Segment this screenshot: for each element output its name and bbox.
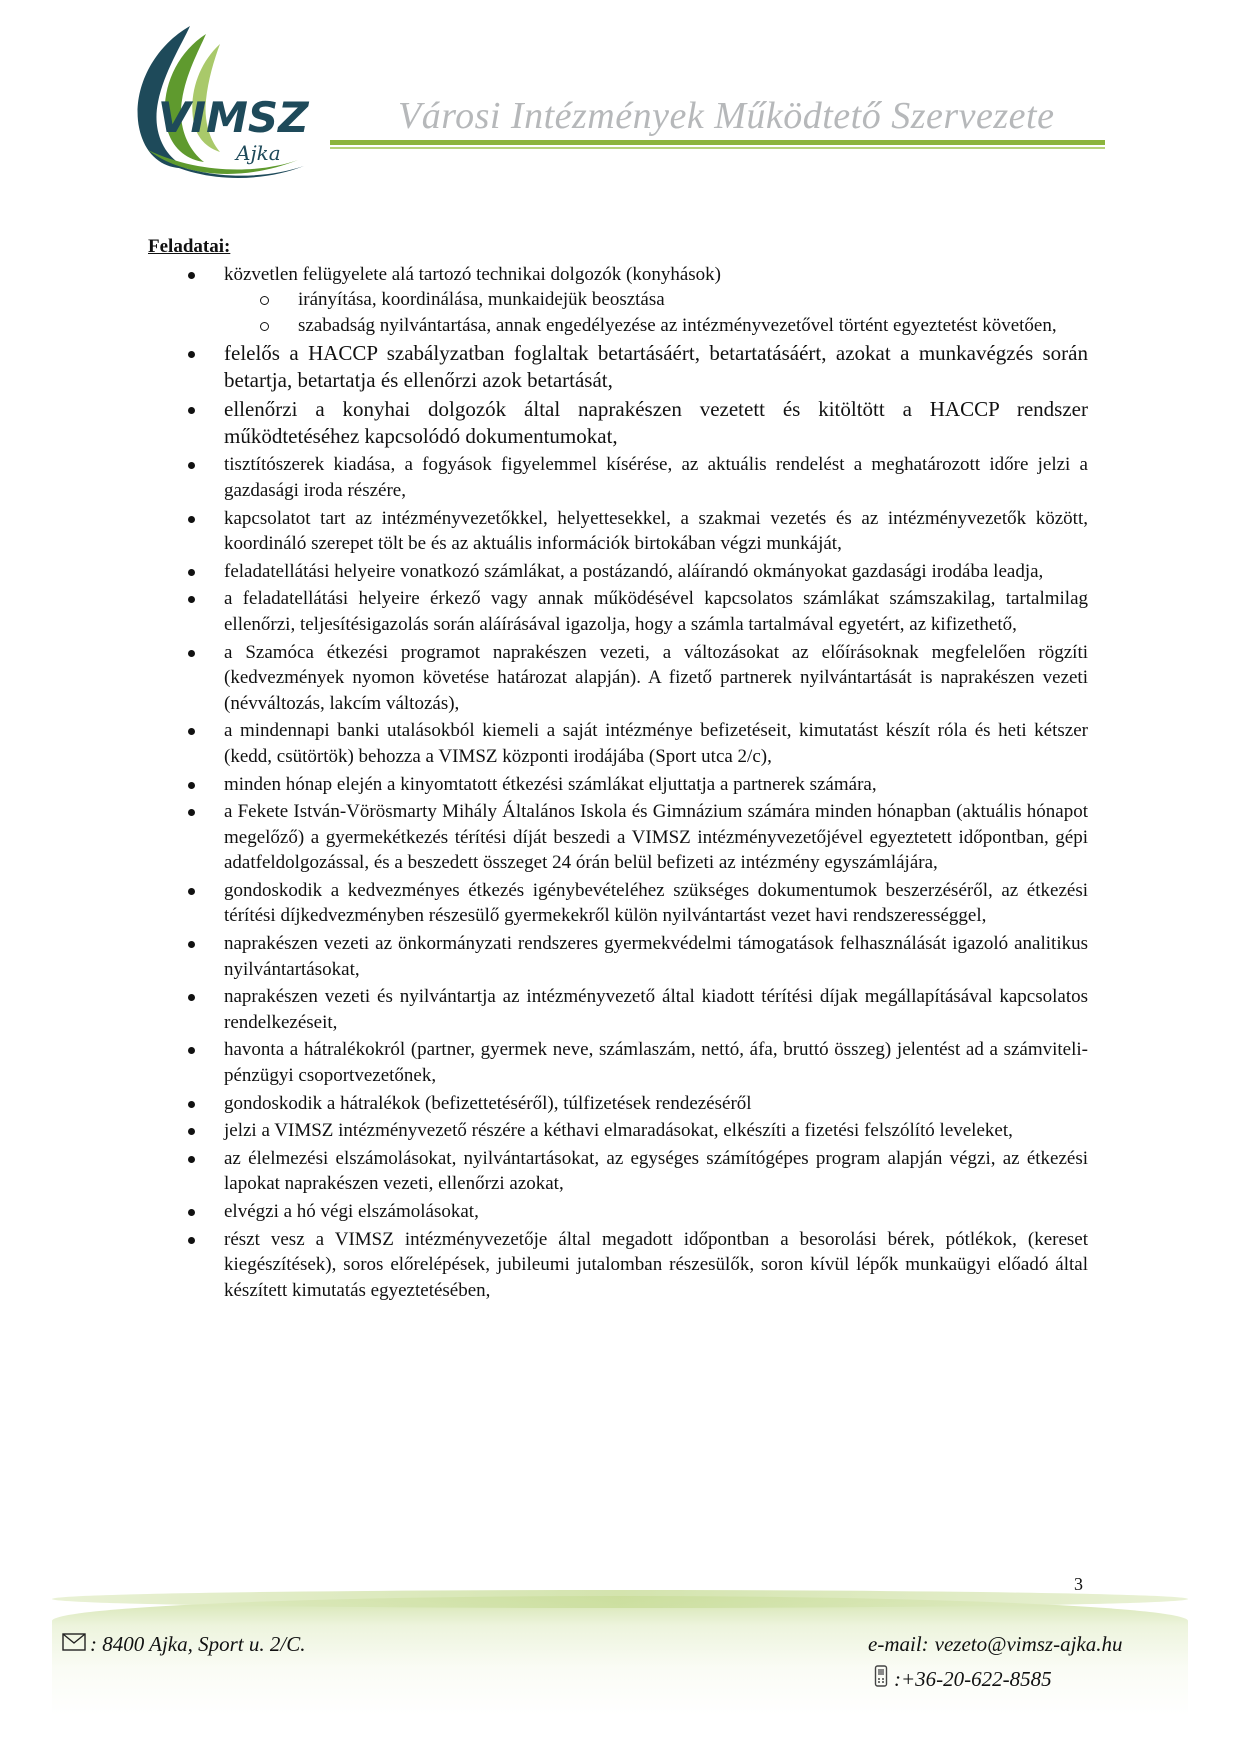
bullet-icon — [188, 407, 195, 414]
bullet-icon — [188, 1209, 195, 1216]
list-item: tisztítószerek kiadása, a fogyások figyelemmel kísérése, az aktuális rendelést a meghatározott időre jelzi a gazdasági iroda részére, — [148, 452, 1088, 503]
section-heading: Feladatai: — [148, 236, 231, 257]
bullet-icon — [188, 1101, 195, 1108]
bullet-icon — [188, 569, 195, 576]
document-body — [148, 234, 1088, 1305]
list-item: a feladatellátási helyeire érkező vagy annak működésével kapcsolatos számlákat számszakilag, tartalmilag ellenőrzi, teljesítésigazolás során aláírásával igazolja, hogy a számla tartalmával egyetért, az kifizethető, — [148, 586, 1088, 637]
phone-number: :+36-20-622-8585 — [894, 1666, 1052, 1691]
list-item: részt vesz a VIMSZ intézményvezetője által megadott időpontban a besorolási bérek, pótlékok, (kereset kiegészítések), soros előrelépések, jubileumi jutalomban részesülők, soron kívül lépők munkaügyi előadó által készített kimutatás egyeztetésében, — [148, 1227, 1088, 1304]
list-item: jelzi a VIMSZ intézményvezető részére a kéthavi elmaradásokat, elkészíti a fizetési felszólító leveleket, — [148, 1118, 1088, 1144]
bullet-icon — [188, 272, 195, 279]
bullet-icon — [188, 888, 195, 895]
list-item: a Fekete István-Vörösmarty Mihály Általános Iskola és Gimnázium számára minden hónapban (aktuális hónapot megelőző) a gyermekétkezés térítési díját beszedi a VIMSZ intézményvezetőjével egyeztetett időpontban, gépi adatfeldolgozással, és a beszedett összeget 24 órán belül befizeti az intézmény egyszámlájára, — [148, 799, 1088, 876]
email-link[interactable]: vezeto@vimsz-ajka.hu — [934, 1632, 1123, 1656]
list-item: gondoskodik a kedvezményes étkezés igénybevételéhez szükséges dokumentumok beszerzéséről, az étkezési térítési díjkedvezményben részesülő gyermekekről külön nyilvántartást vezet havi rendszerességgel, — [148, 878, 1088, 929]
header-rule — [330, 140, 1105, 145]
sub-list-item: szabadság nyilvántartása, annak engedélyezése az intézményvezetővel történt egyeztetést követően, — [224, 313, 1088, 339]
list-item: havonta a hátralékokról (partner, gyermek neve, számlaszám, nettó, áfa, bruttó összeg) jelentést ad a számviteli-pénzügyi csoportvezetőnek, — [148, 1037, 1088, 1088]
footer-address — [62, 1632, 305, 1657]
list-item: a Szamóca étkezési programot naprakészen vezeti, a változásokat az előírásoknak megfelelően rögzíti (kedvezmények nyomon követése határozat alapján). A fizető partnerek nyilvántartását is naprakészen vezeti (névváltozás, lakcím változás), — [148, 640, 1088, 717]
list-item: naprakészen vezeti és nyilvántartja az intézményvezető által kiadott térítési díjak megállapításával kapcsolatos rendelkezéseit, — [148, 984, 1088, 1035]
vimsz-logo — [128, 20, 358, 190]
bullet-icon — [188, 650, 195, 657]
list-item: elvégzi a hó végi elszámolásokat, — [148, 1199, 1088, 1225]
list-item: feladatellátási helyeire vonatkozó számlákat, a postázandó, aláírandó okmányokat gazdasági irodába leadja, — [148, 559, 1088, 585]
list-item: ellenőrzi a konyhai dolgozók által naprakészen vezetett és kitöltött a HACCP rendszer működtetéséhez kapcsolódó dokumentumokat, — [148, 396, 1088, 450]
footer-email — [868, 1632, 1123, 1657]
list-item: kapcsolatot tart az intézményvezetőkkel, helyettesekkel, a szakmai vezetés és az intézményvezetők között, koordináló szerepet tölt be és az aktuális információk birtokában végzi munkáját, — [148, 506, 1088, 557]
bullet-icon — [188, 728, 195, 735]
sub-list — [224, 287, 1088, 338]
list-item: közvetlen felügyelete alá tartozó technikai dolgozók (konyhások) irányítása, koordinálása, munkaidejük beosztása szabadság nyilvántartása, annak engedélyezése az intézményvezetővel történt egyeztetést követően, — [148, 262, 1088, 339]
svg-text:VIMSZ: VIMSZ — [158, 93, 309, 142]
page-number: 3 — [1074, 1574, 1083, 1594]
list-item: az élelmezési elszámolásokat, nyilvántartásokat, az egységes számítógépes program alapján végzi, az étkezési lapokat naprakészen vezeti, ellenőrzi azokat, — [148, 1146, 1088, 1197]
header-rule-thin — [330, 147, 1105, 149]
list-item: felelős a HACCP szabályzatban foglaltak betartásáért, betartatásáért, azokat a munkavégzés során betartja, betartatja és ellenőrzi azok betartását, — [148, 340, 1088, 394]
bullet-icon — [188, 1128, 195, 1135]
bullet-icon — [188, 782, 195, 789]
bullet-icon — [188, 516, 195, 523]
footer-phone — [874, 1664, 1052, 1694]
task-list — [148, 262, 1088, 1304]
phone-icon — [874, 1664, 888, 1694]
bullet-icon — [188, 809, 195, 816]
bullet-icon — [188, 596, 195, 603]
svg-text:Ajka: Ajka — [236, 141, 281, 165]
org-name: Városi Intézmények Működtető Szervezete — [398, 95, 1055, 137]
bullet-icon — [188, 1237, 195, 1244]
list-item: minden hónap elején a kinyomtatott étkezési számlákat eljuttatja a partnerek számára, — [148, 772, 1088, 798]
list-item: gondoskodik a hátralékok (befizettetéséről), túlfizetések rendezéséről — [148, 1091, 1088, 1117]
email-label: e-mail: — [868, 1632, 929, 1656]
bullet-icon — [188, 1156, 195, 1163]
bullet-icon — [188, 462, 195, 469]
bullet-icon — [188, 941, 195, 948]
sub-list-item: irányítása, koordinálása, munkaidejük beosztása — [224, 287, 1088, 313]
address-text: : 8400 Ajka, Sport u. 2/C. — [90, 1632, 306, 1656]
circle-bullet-icon — [260, 296, 269, 305]
envelope-icon — [62, 1632, 86, 1657]
bullet-icon — [188, 994, 195, 1001]
bullet-icon — [188, 351, 195, 358]
list-item: naprakészen vezeti az önkormányzati rendszeres gyermekvédelmi támogatások felhasználását igazoló analitikus nyilvántartásokat, — [148, 931, 1088, 982]
circle-bullet-icon — [260, 322, 269, 331]
bullet-icon — [188, 1047, 195, 1054]
list-item: a mindennapi banki utalásokból kiemeli a saját intézménye befizetéseit, kimutatást készít róla és heti kétszer (kedd, csütörtök) behozza a VIMSZ központi irodájába (Sport utca 2/c), — [148, 718, 1088, 769]
footer-wave — [52, 1590, 1188, 1608]
